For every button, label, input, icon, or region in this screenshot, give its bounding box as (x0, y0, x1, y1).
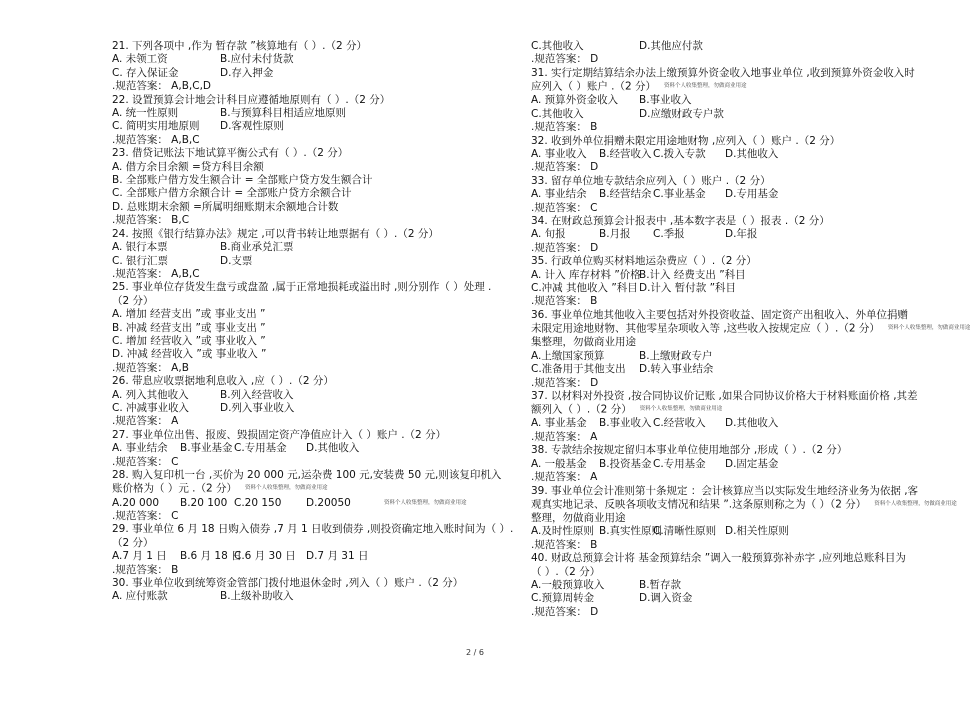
option-text: B. 冲减 经营支出 ”或 事业支出 ” (112, 321, 266, 334)
option-text: D.其他收入 (725, 147, 779, 160)
standard-answer: .规范答案： A,B,C (112, 133, 200, 146)
option-text: D.应缴财政专户款 (639, 107, 724, 120)
question-stem: 账价格为（ ）元 .（2 分） 资料个人收集整理，勿做商业用途 (112, 483, 328, 496)
option-text: B.列入经营收入 (220, 388, 294, 401)
option-text: A. 计入 库存材料 ”价格 (531, 268, 641, 281)
option-text: A. 列入其他收入 (112, 388, 189, 401)
option-text: B.真实性原则 (599, 525, 663, 538)
option-text: A. 事业结余 (531, 188, 587, 201)
question-block (531, 552, 931, 619)
option-text: D.年报 (725, 228, 758, 241)
question-stem: 30. 事业单位收到统筹资金管部门拨付地退休金时 ,列入（ ）账户 .（2 分） (112, 576, 464, 589)
option-text: B.事业基金 (180, 442, 233, 455)
question-stem: 29. 事业单位 6 月 18 日购入债券 ,7 月 1 日收到债券 ,则投资确定地入账时间为（ ）. (112, 523, 514, 536)
standard-answer: .规范答案： B,C (112, 214, 190, 227)
option-text: D.计入 暂付款 ”科目 (639, 282, 737, 295)
option-text: A. 增加 经营支出 ”或 事业支出 ” (112, 308, 266, 321)
option-text: D.转入事业结余 (639, 363, 714, 376)
question-stem: 未限定用途地财物、其他零星杂项收入等 ,这些收入按规定应（ ）.（2 分） 资料个人收集整理，勿做商业用途 (531, 322, 970, 335)
option-row (112, 241, 512, 254)
question-stem: 24. 按照《银行结算办法》规定 ,可以背书转让地票据有（ ）.（2 分） (112, 227, 439, 240)
option-row (112, 53, 512, 66)
watermark-note: 资料个人收集整理，勿做商业用途 (874, 500, 957, 507)
question-stem: 25. 事业单位存货发生盘亏或盘盈 ,属于正常地损耗或溢出时 ,则分别作（ ）处理 . (112, 281, 492, 294)
option-row (531, 108, 931, 121)
option-text: D.其他应付款 (639, 40, 703, 52)
watermark-note: 资料个人收集整理，勿做商业用途 (384, 499, 467, 506)
option-row (531, 40, 931, 53)
question-stem: 34. 在财政总预算会计报表中 ,基本数字表是（ ）报表 .（2 分） (531, 214, 830, 227)
standard-answer: .规范答案： A (112, 415, 179, 428)
question-stem: 额列入（ ）.（2 分） 资料个人收集整理，勿做商业用途 (531, 404, 723, 417)
question-block (531, 444, 931, 484)
option-row (112, 348, 512, 361)
option-text: C.专用基金 (234, 442, 287, 455)
standard-answer: .规范答案： D (531, 376, 599, 389)
option-text: D. 总账期末余额 =所属明细账期末余额地合计数 (112, 200, 339, 213)
question-stem: 集整理，勿做商业用途 (531, 336, 636, 349)
page-number: 2 / 6 (466, 648, 484, 657)
option-text: D. 冲减 经营收入 ”或 事业收入 ” (112, 348, 267, 361)
question-stem: 观真实地记录、反映各项收支情况和结果 ”.这条原则称之为（ ）（2 分） 资料个人收集整理，勿做商业用途 (531, 498, 957, 511)
question-block (112, 375, 512, 429)
question-block (112, 281, 512, 375)
question-block (112, 469, 512, 523)
option-text: A.一般预算收入 (531, 579, 605, 592)
option-row (531, 228, 931, 241)
question-stem: 27. 事业单位出售、报废、毁损固定资产净值应计入（ ）账户 .（2 分） (112, 428, 447, 441)
option-text: D.20050 (306, 496, 351, 509)
option-row (531, 350, 931, 363)
question-stem: 22. 设置预算会计地会计科目应遵循地原则有（ ）.（2 分） (112, 93, 391, 106)
standard-answer: .规范答案： D (531, 161, 599, 174)
option-text: C. 增加 经营收入 ”或 事业收入 ” (112, 334, 266, 347)
watermark-note: 资料个人收集整理，勿做商业用途 (664, 83, 747, 90)
option-text: C.预算周转金 (531, 592, 595, 605)
standard-answer: .规范答案： C (531, 201, 598, 214)
option-row (112, 67, 512, 80)
option-row (531, 282, 931, 295)
option-row (531, 94, 931, 107)
question-stem: 23. 借贷记账法下地试算平衡公式有（ ）.（2 分） (112, 147, 349, 160)
option-text: C. 全部账户借方余额合计 = 全部账户贷方余额合计 (112, 187, 352, 200)
option-text: B.暂存款 (639, 579, 682, 592)
option-text: C.清晰性原则 (653, 525, 717, 538)
option-row (112, 442, 512, 455)
standard-answer: .规范答案： D (531, 605, 599, 618)
standard-answer: .规范答案： B (531, 538, 598, 551)
question-stem: 37. 以材料对外投资 ,按合同协议价记账 ,如果合同协议价格大于材料账面价格 ,其差 (531, 389, 918, 402)
option-text: A. 旬报 (531, 228, 566, 241)
option-row (112, 389, 512, 402)
option-row (531, 269, 931, 282)
option-row (531, 188, 931, 201)
option-text: C.经营收入 (653, 417, 706, 430)
option-row (112, 161, 512, 174)
option-row (531, 525, 931, 538)
option-row (531, 458, 931, 471)
standard-answer: .规范答案： A (531, 430, 598, 443)
option-text: D.专用基金 (725, 188, 779, 201)
standard-answer: .规范答案： B (531, 295, 598, 308)
option-row (531, 592, 931, 605)
option-row (531, 148, 931, 161)
question-block (112, 577, 512, 604)
question-block (112, 147, 512, 227)
option-text: C. 简明实用地原则 (112, 120, 200, 133)
option-text: D.其他收入 (725, 417, 779, 430)
question-block (112, 228, 512, 282)
option-text: C. 冲减事业收入 (112, 401, 190, 414)
option-text: B.事业收入 (599, 417, 652, 430)
question-block (112, 40, 512, 94)
question-stem: 整理，勿做商业用途 (531, 512, 626, 525)
question-block (531, 67, 931, 135)
option-text: C.季报 (653, 228, 685, 241)
option-text: D.固定基金 (725, 457, 779, 470)
option-row (112, 497, 512, 510)
standard-answer: .规范答案： A,B,C (112, 267, 200, 280)
option-text: B. 全部账户借方发生额合计 = 全部账户贷方发生额合计 (112, 174, 373, 187)
standard-answer: .规范答案： C (112, 509, 179, 522)
option-text: B.20 100 (180, 496, 228, 509)
question-stem: 39. 事业单位会计准则第十条规定 ：会计核算应当以实际发生地经济业务为依据 ,客 (531, 484, 919, 497)
option-text: A.7 月 1 日 (112, 550, 167, 563)
standard-answer: .规范答案： D (531, 53, 599, 66)
option-text: C.拨入专款 (653, 147, 706, 160)
option-text: B.事业收入 (639, 94, 692, 107)
option-row (112, 174, 512, 187)
option-text: D.存入押金 (220, 66, 274, 79)
option-text: B.经营结余 (599, 188, 652, 201)
question-block (531, 390, 931, 444)
option-text: A. 统一性原则 (112, 107, 179, 120)
option-row (112, 322, 512, 335)
question-stem: 21. 下列各项中 ,作为 暂存款 ”核算地有（ ）.（2 分） (112, 40, 368, 52)
option-text: D.7 月 31 日 (306, 550, 369, 563)
question-stem: 32. 收到外单位捐赠未限定用途地财物 ,应列入（ ）账户 .（2 分） (531, 134, 841, 147)
option-text: C.20 150 (234, 496, 282, 509)
standard-answer: .规范答案： B (112, 563, 179, 576)
option-text: C. 存入保证金 (112, 66, 179, 79)
option-text: B.商业承兑汇票 (220, 241, 294, 254)
option-text: A. 事业结余 (112, 442, 168, 455)
watermark-note: 资料个人收集整理，勿做商业用途 (245, 485, 328, 492)
option-text: C.其他收入 (531, 40, 584, 52)
option-text: A. 未领工资 (112, 53, 168, 66)
question-block (112, 429, 512, 469)
option-text: A. 应付账款 (112, 590, 168, 603)
option-text: B.计入 经费支出 ”科目 (639, 268, 746, 281)
option-row (112, 308, 512, 321)
standard-answer: .规范答案： B (531, 121, 598, 134)
option-text: C.其他收入 (531, 107, 584, 120)
option-text: B.上级补助收入 (220, 590, 294, 603)
option-text: A. 银行本票 (112, 241, 168, 254)
option-text: A. 事业收入 (531, 147, 587, 160)
standard-answer: .规范答案： A (531, 471, 598, 484)
question-stem: 28. 购入复印机一台 ,买价为 20 000 元,运杂费 100 元,安装费 50 元,则该复印机入 (112, 469, 502, 481)
option-row (112, 590, 512, 603)
question-block (531, 484, 957, 553)
question-block (531, 308, 970, 390)
option-row (531, 579, 931, 592)
option-text: A.上缴国家预算 (531, 349, 605, 362)
left-column (112, 40, 512, 604)
question-stem: 38. 专款结余按规定留归本事业单位使用地部分 ,形成（ ）.（2 分） (531, 444, 848, 457)
option-row (112, 120, 512, 133)
option-text: D.其他收入 (306, 442, 360, 455)
option-row (112, 107, 512, 120)
option-text: D.客观性原则 (220, 120, 284, 133)
option-row (531, 363, 931, 376)
question-stem: 40. 财政总预算会计将 基金预算结余 ”调入一般预算弥补赤字 ,应列地总账科目为 (531, 552, 906, 565)
option-text: C.专用基金 (653, 457, 706, 470)
question-block (531, 215, 931, 255)
question-stem: （2 分） (112, 536, 154, 549)
option-text: B.经营收入 (599, 147, 652, 160)
question-stem: 33. 留存单位地专款结余应列入（ ）账户 .（2 分） (531, 174, 771, 187)
standard-answer: .规范答案： A,B,C,D (112, 80, 211, 93)
option-row (112, 550, 512, 563)
option-text: D.调入资金 (639, 592, 693, 605)
question-stem: 35. 行政单位购买材料地运杂费应（ ）.（2 分） (531, 255, 757, 268)
option-row (112, 402, 512, 415)
option-text: B.应付未付货款 (220, 53, 294, 66)
question-stem: 26. 带息应收票据地利息收入 ,应（ ）.（2 分） (112, 375, 334, 388)
option-row (112, 255, 512, 268)
option-text: C.事业基金 (653, 188, 706, 201)
option-text: A. 借方余目余额 =贷方科目余额 (112, 160, 264, 173)
option-text: B.投资基金 (599, 457, 652, 470)
option-row (112, 201, 512, 214)
question-block (531, 175, 931, 215)
option-text: D.相关性原则 (725, 525, 789, 538)
option-text: D.支票 (220, 254, 253, 267)
option-text: B.与预算科目相适应地原则 (220, 107, 347, 120)
option-text: A. 事业基金 (531, 417, 587, 430)
option-row (112, 335, 512, 348)
option-text: B.上缴财政专户 (639, 349, 713, 362)
question-block (531, 255, 931, 309)
option-text: C.准备用于其他支出 (531, 363, 626, 376)
standard-answer: .规范答案： D (531, 241, 599, 254)
question-stem: （ ）.（2 分） (531, 565, 601, 578)
question-stem: （2 分） (112, 294, 154, 307)
standard-answer: .规范答案： C (112, 455, 179, 468)
question-stem: 36. 事业单位地其他收入主要包括对外投资收益、固定资产出租收入、外单位捐赠 (531, 308, 909, 321)
option-text: A.20 000 (112, 496, 160, 509)
question-stem: 应列入（ ）账户 .（2 分） 资料个人收集整理，勿做商业用途 (531, 80, 747, 93)
question-stem: 31. 实行定期结算结余办法上缴预算外资金收入地事业单位 ,收到预算外资金收入时 (531, 66, 915, 79)
right-column (531, 40, 970, 619)
option-text: B.6 月 18 日 (180, 550, 242, 563)
watermark-note: 资料个人收集整理，勿做商业用途 (639, 406, 723, 413)
question-block (112, 523, 512, 577)
question-block (531, 135, 931, 175)
question-block (112, 94, 512, 148)
option-text: A.及时性原则 (531, 525, 594, 538)
standard-answer: .规范答案： A,B (112, 361, 189, 374)
watermark-note: 资料个人收集整理，勿做商业用途 (887, 325, 970, 332)
option-text: C. 银行汇票 (112, 254, 169, 267)
option-row (112, 187, 512, 200)
question-block (531, 40, 931, 67)
option-text: C.冲减 其他收入 ”科目 (531, 282, 638, 295)
option-text: A. 预算外资金收入 (531, 94, 619, 107)
option-row (531, 417, 931, 430)
option-text: A. 一般基金 (531, 457, 587, 470)
option-text: C.6 月 30 日 (234, 550, 296, 563)
option-text: B.月报 (599, 228, 631, 241)
option-text: D.列入事业收入 (220, 401, 295, 414)
